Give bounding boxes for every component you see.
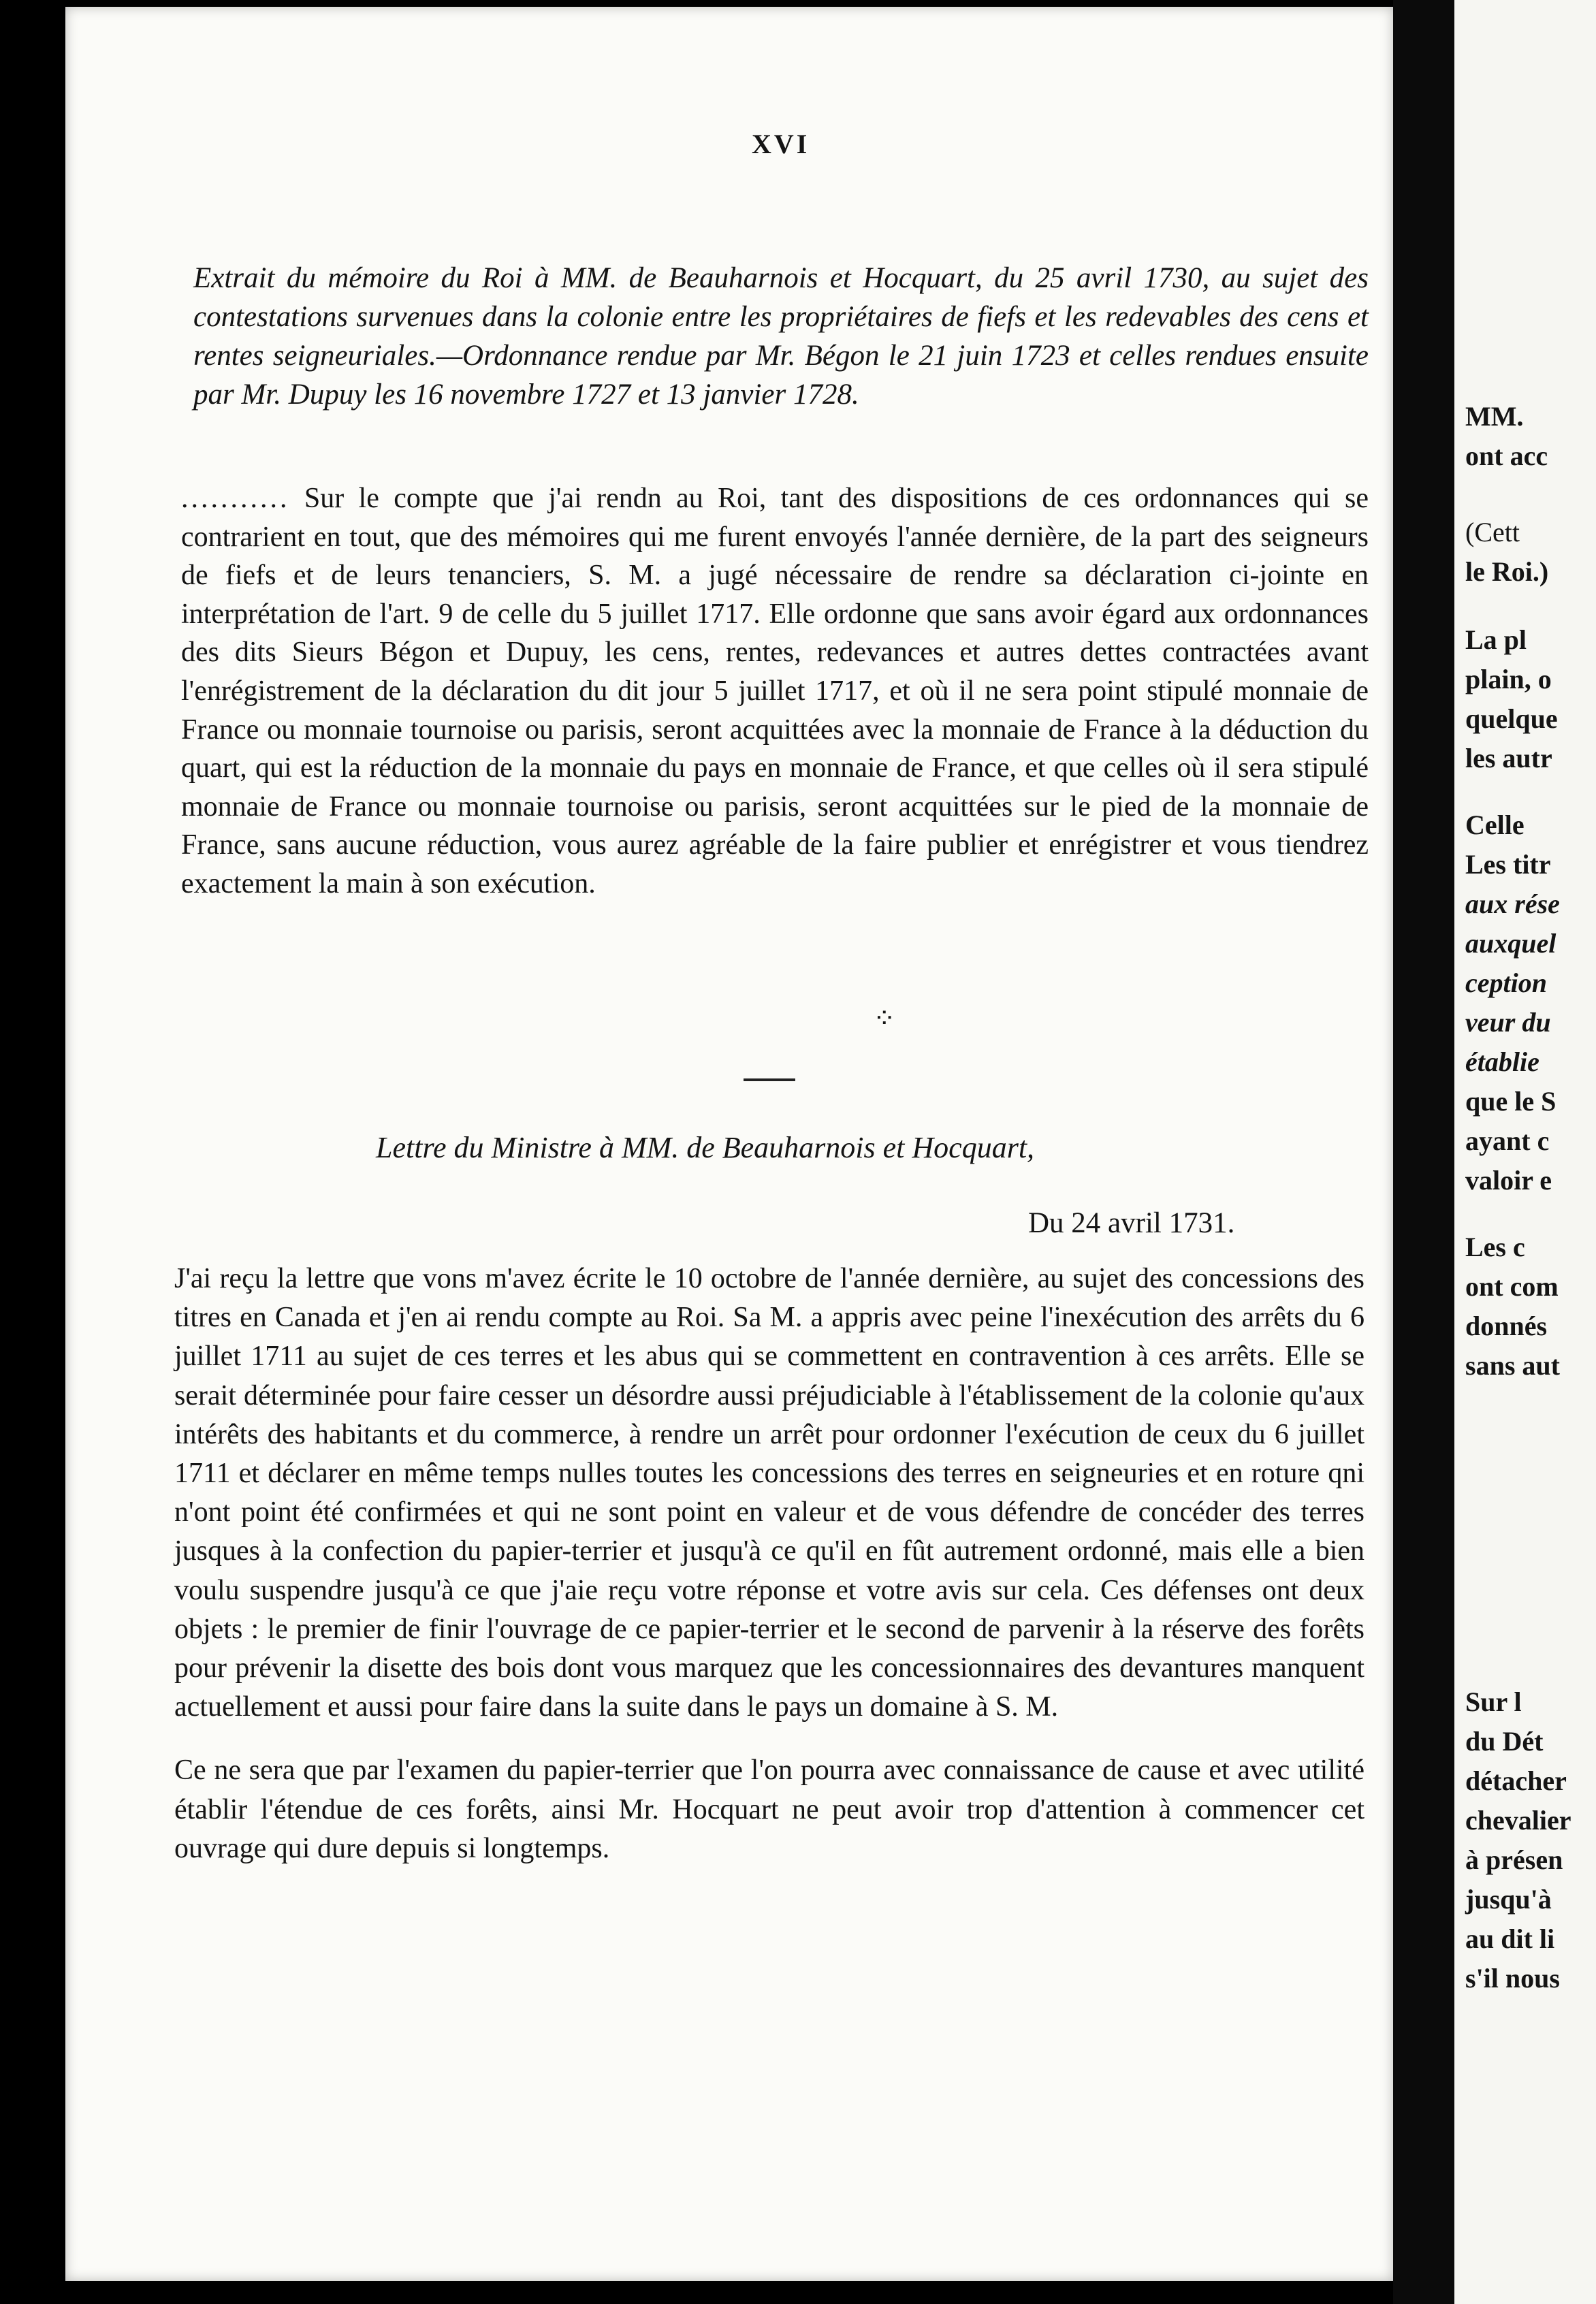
lettre-paragraph-2: Ce ne sera que par l'examen du papier-terrier que l'on pourra avec connaissance de cause et avec utilité établir l'étendue de ces forêts, ainsi Mr. Hocquart ne peut avoir trop d'attention à commencer cet ouvrage qui dure depuis si longtemps.	[174, 1755, 1364, 1864]
right-page-fragment: les autr	[1465, 743, 1552, 773]
extrait-body	[181, 479, 1369, 903]
lettre-title: Lettre du Ministre à MM. de Beauharnois et Hocquart,	[376, 1131, 1035, 1164]
right-page	[1454, 0, 1596, 2304]
right-page-fragment: s'il nous	[1465, 1963, 1560, 1994]
book-gutter	[1393, 0, 1454, 2304]
right-page-fragment: chevalier	[1465, 1805, 1571, 1836]
lettre-paragraph-1: J'ai reçu la lettre que vons m'avez écrite le 10 octobre de l'année dernière, au sujet des concessions des titres en Canada et j'en ai rendu compte au Roi. Sa M. a appris avec peine l'inexécution des arrêts du 6 juillet 1711 au sujet de ces terres et les abus qui se commettent en contravention à ces arrêts. Elle se serait déterminée pour faire cesser un désordre aussi préjudiciable à l'établissement de la colonie qu'aux intérêts des habitants et du commerce, à rendre un arrêt pour ordonner l'exécution de ceux du 6 juillet 1711 et déclarer en même temps nulles toutes les concessions des terres en seigneuries et en roture qni n'ont point été confirmées et qui ne sont point en valeur et de vous défendre de concéder des terres jusques à la confection du papier-terrier et jusqu'à ce qu'il en fût autrement ordonné, mais elle a bien voulu suspendre jusqu'à ce que j'aie reçu votre réponse et votre avis sur cela. Ces défenses ont deux objets : le premier de finir l'ouvrage de ce papier-terrier et le second de parvenir à la réserve des forêts pour prévenir la disette des bois dont vous marquez que les concessionnaires des devantures manquent actuellement et aussi pour faire dans la suite dans le pays un domaine à S. M.	[174, 1263, 1364, 1723]
page-number: XVI	[752, 129, 810, 159]
right-page-fragment: (Cett	[1465, 517, 1520, 547]
right-page-fragment: Les c	[1465, 1232, 1525, 1262]
right-page-fragment: donnés	[1465, 1311, 1548, 1341]
right-page-fragment: auxquel	[1465, 928, 1557, 959]
ellipsis-dots: ...........	[181, 483, 290, 514]
right-page-fragment: Les titr	[1465, 849, 1551, 880]
right-page-fragment: le Roi.)	[1465, 556, 1549, 587]
right-page-fragment: MM.	[1465, 401, 1524, 432]
lettre-body	[174, 1260, 1364, 1868]
right-page-fragment: aux rése	[1465, 889, 1560, 919]
right-page-fragment: à présen	[1465, 1844, 1563, 1875]
right-page-fragment: valoir e	[1465, 1165, 1552, 1196]
right-page-fragment: Sur l	[1465, 1686, 1522, 1717]
extrait-body-text: Sur le compte que j'ai rendn au Roi, tant des dispositions de ces ordonnances qui se contrarient en tout, que des mémoires qui me furent envoyés l'année dernière, de la part des seigneurs de fiefs et de leurs tenanciers, S. M. a jugé nécessaire de rendre sa déclaration ci-jointe en interprétation de l'art. 9 de celle du 5 juillet 1717. Elle ordonne que sans avoir égard aux ordonnances des dits Sieurs Bégon et Dupuy, les cens, rentes, redevances et autres dettes contractées avant l'enrégistrement de la déclaration du dit jour 5 juillet 1717, et où il ne sera point stipulé monnaie de France ou monnaie tournoise ou parisis, seront acquittées avec la monnaie de France à la déduction du quart, qui est la réduction de la monnaie du pays en monnaie de France, et que celles où il sera stipulé monnaie de France ou monnaie tournoise ou parisis, seront acquittées sur le pied de la monnaie de France, sans aucune réduction, vous aurez agréable de la faire publier et enrégistrer et vous tiendrez exactement la main à son exécution.	[181, 483, 1369, 899]
right-page-fragment: sans aut	[1465, 1350, 1560, 1381]
right-page-fragment: veur du	[1465, 1007, 1551, 1038]
right-page-fragment: au dit li	[1465, 1923, 1555, 1954]
right-page-fragment: La pl	[1465, 624, 1527, 655]
right-page-fragment: Celle	[1465, 810, 1525, 840]
right-page-fragment: quelque	[1465, 703, 1558, 734]
right-page-fragment: ception	[1465, 967, 1547, 998]
right-page-fragment: du Dét	[1465, 1726, 1544, 1757]
right-page-fragment: détacher	[1465, 1765, 1567, 1796]
right-page-fragment: ont com	[1465, 1271, 1559, 1302]
right-page-fragment: que le S	[1465, 1086, 1557, 1117]
right-page-fragment: plain, o	[1465, 664, 1552, 694]
right-page-fragment: ayant c	[1465, 1125, 1550, 1156]
right-page-fragment: jusqu'à	[1465, 1884, 1552, 1915]
extrait-heading: Extrait du mémoire du Roi à MM. de Beauharnois et Hocquart, du 25 avril 1730, au sujet des contestations survenues dans la colonie entre les propriétaires de fiefs et les redevables des cens et rentes seigneuriales.—Ordonnance rendue par Mr. Bégon le 21 juin 1723 et celles rendues ensuite par Mr. Dupuy les 16 novembre 1727 et 13 janvier 1728.	[193, 262, 1369, 411]
right-page-fragment: ont acc	[1465, 441, 1548, 471]
section-separator	[744, 1078, 795, 1081]
ornament-icon: ⁘	[873, 1003, 896, 1034]
lettre-date: Du 24 avril 1731.	[1028, 1207, 1235, 1239]
right-page-fragment: établie	[1465, 1046, 1539, 1077]
